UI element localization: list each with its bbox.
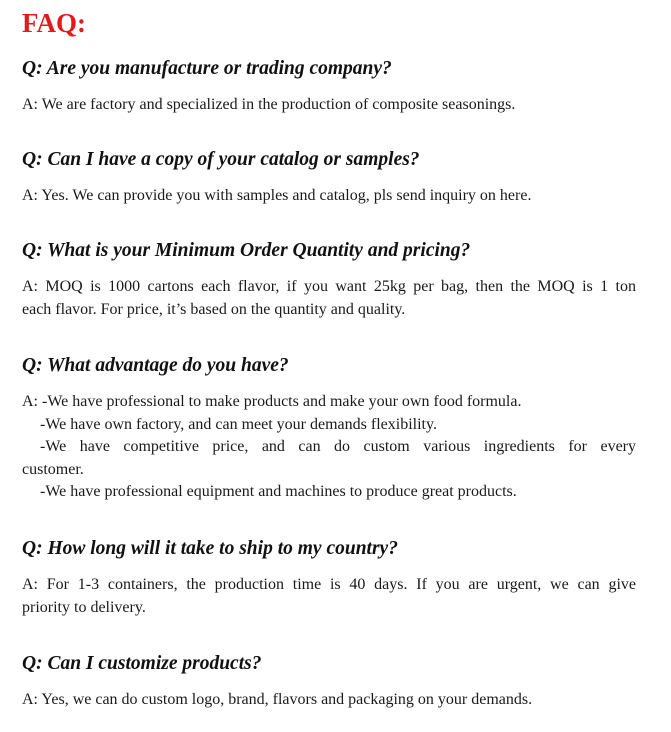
faq-heading: FAQ: bbox=[22, 8, 86, 38]
faq-answer-line: A: We are factory and specialized in the production of composite seasonings. bbox=[22, 96, 516, 113]
faq-answer bbox=[22, 574, 636, 619]
faq-item bbox=[22, 354, 636, 504]
faq-item bbox=[22, 148, 636, 208]
faq-question: Q: Are you manufacture or trading company? bbox=[22, 58, 392, 79]
faq-answer-line: A: MOQ is 1000 cartons each flavor, if you want 25kg per bag, then the MOQ is 1 ton bbox=[22, 278, 636, 295]
faq-answer-line: -We have professional equipment and machines to produce great products. bbox=[40, 483, 517, 500]
faq-answer-line: customer. bbox=[22, 460, 84, 478]
faq-item bbox=[22, 239, 636, 321]
faq-answer-line: priority to delivery. bbox=[22, 598, 146, 616]
faq-item bbox=[22, 652, 636, 712]
faq-answer-line: each flavor. For price, it’s based on the quantity and quality. bbox=[22, 300, 406, 318]
faq-question: Q: Can I customize products? bbox=[22, 653, 262, 674]
faq-answer-line: -We have competitive price, and can do custom various ingredients for every bbox=[40, 438, 636, 455]
faq-answer bbox=[22, 185, 636, 208]
faq-answer bbox=[22, 391, 636, 504]
faq-answer bbox=[22, 689, 636, 712]
faq-answer bbox=[22, 276, 636, 321]
faq-answer-line: A: For 1-3 containers, the production time is 40 days. If you are urgent, we can give bbox=[22, 576, 636, 593]
faq-question: Q: How long will it take to ship to my country? bbox=[22, 538, 398, 559]
faq-item bbox=[22, 57, 636, 117]
faq-answer-line: -We have own factory, and can meet your demands flexibility. bbox=[40, 415, 437, 433]
faq-answer-line: A: Yes, we can do custom logo, brand, flavors and packaging on your demands. bbox=[22, 691, 533, 708]
faq-answer-line: A: Yes. We can provide you with samples and catalog, pls send inquiry on here. bbox=[22, 187, 532, 204]
faq-answer-line: A: -We have professional to make products and make your own food formula. bbox=[22, 393, 522, 410]
faq-item bbox=[22, 537, 636, 619]
faq-question: Q: What is your Minimum Order Quantity and pricing? bbox=[22, 240, 471, 261]
faq-question: Q: Can I have a copy of your catalog or samples? bbox=[22, 149, 420, 170]
faq-question: Q: What advantage do you have? bbox=[22, 355, 289, 376]
faq-answer bbox=[22, 94, 636, 117]
